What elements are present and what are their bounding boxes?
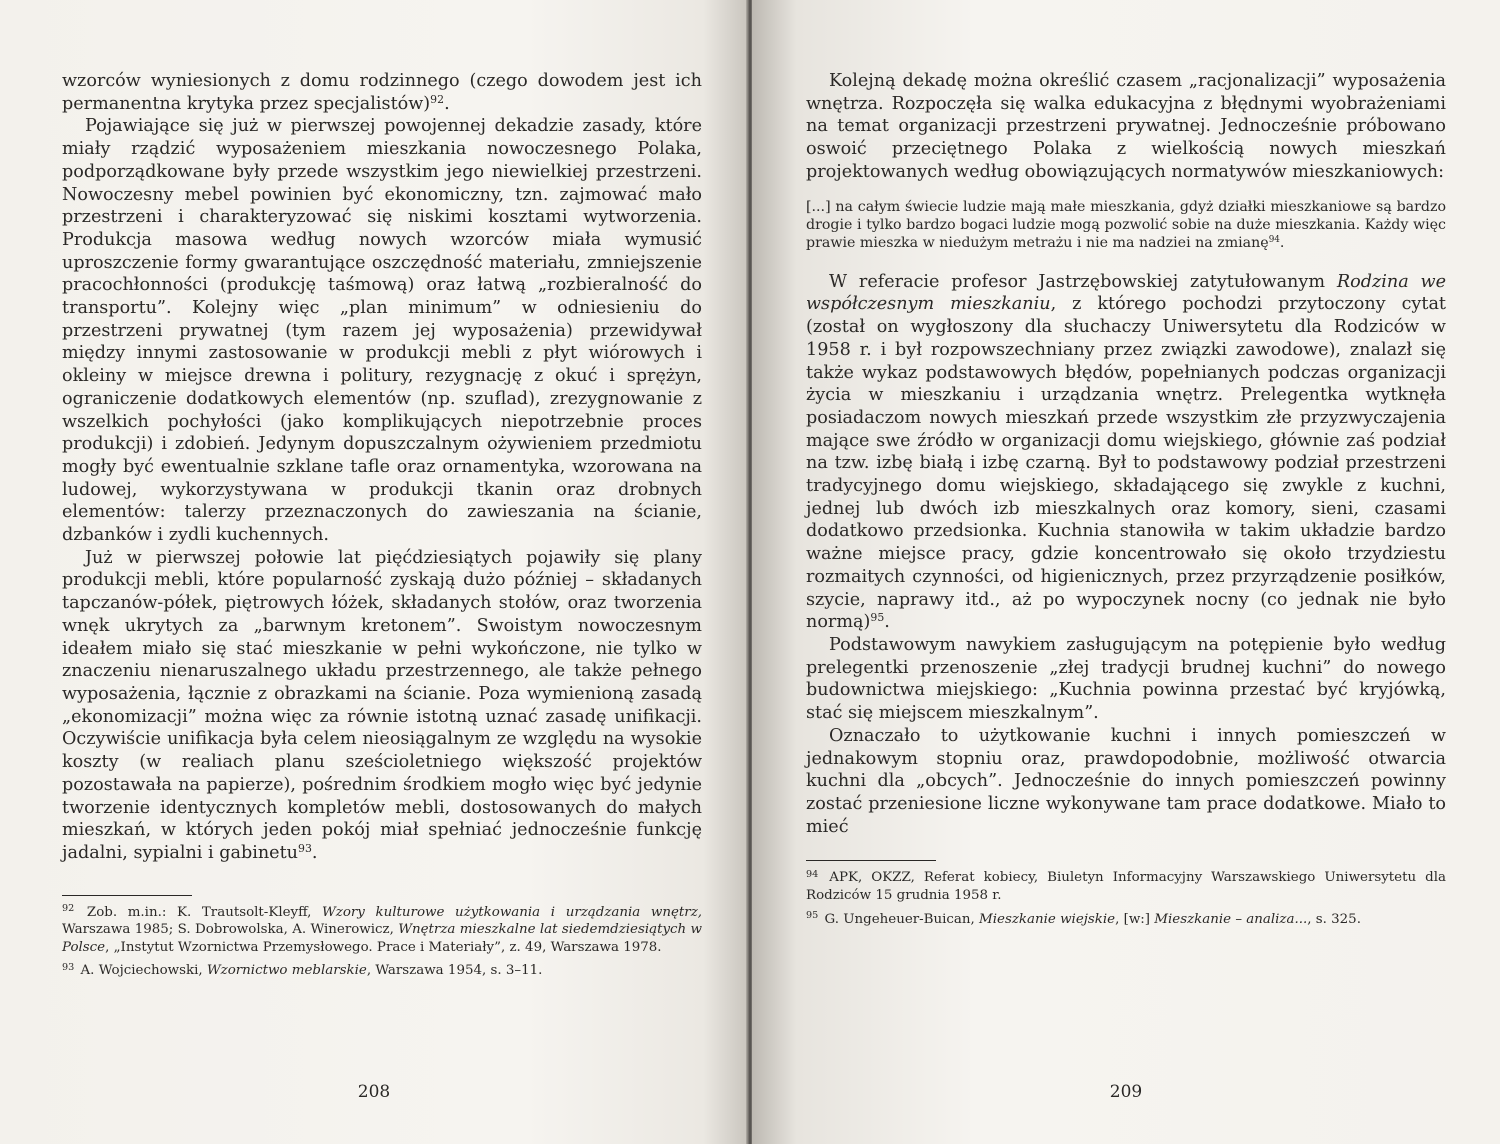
paragraph: Podstawowym nawykiem zasługującym na potępienie było według prelegentki przenoszenie „złej tradycji brudnej kuchni” do nowego budownictwa miejskiego: „Kuchnia powinna przestać być kryjówką, stać się miejscem mieszkalnym”.	[806, 634, 1446, 724]
footnote-ref[interactable]: 95	[870, 611, 885, 625]
footnote-ref[interactable]: 94	[1268, 235, 1280, 246]
footnote-divider	[806, 860, 936, 861]
page-number: 208	[357, 1082, 391, 1102]
paragraph: Oznaczało to użytkowanie kuchni i innych pomieszczeń w jednakowym stopniu oraz, prawdopodobnie, możliwość otwarcia kuchni dla „obcych”. Jednocześnie do innych pomieszczeń powinny zostać przeniesione liczne wykonywane tam prace dodatkowe. Miało to mieć	[806, 725, 1446, 837]
footnote-ref[interactable]: 92	[430, 92, 445, 106]
footnote-ref[interactable]: 93	[298, 841, 312, 855]
block-quote: [...] na całym świecie ludzie mają małe mieszkania, gdyż działki mieszkaniowe są bardzo drogie i tylko bardzo bogaci ludzie mogą pozwolić sobie na duże mieszkania. Każdy więc prawie mieszka w niedużym metrażu i nie ma nadziei na zmianę$^{94}$.	[806, 198, 1446, 252]
footnote: $^{95}$ G. Ungeheuer-Buican, Mieszkanie wiejskie, [w:] Mieszkanie – analiza..., s. 325.	[806, 910, 1361, 927]
left-page	[0, 0, 748, 1144]
footnote: $^{93}$ A. Wojciechowski, Wzornictwo meblarskie, Warszawa 1954, s. 3–11.	[62, 962, 543, 979]
left-text-column	[62, 70, 702, 986]
paragraph: W referacie profesor Jastrzębowskiej zatytułowanym Rodzina we współczesnym mieszkaniu, z którego pochodzi przytoczony cytat (został on wygłoszony dla słuchaczy Uniwersytetu dla Rodziców w 1958 r. i był rozpowszechniany przez związki zawodowe), znalazł się także wykaz podstawowych błędów, popełnianych podczas organizacji życia w mieszkaniu i urządzania wnętrz. Prelegentka wytknęła posiadaczom nowych mieszkań przede wszystkim złe przyzwyczajenia mające swe źródło w organizacji domu wiejskiego, głównie zaś podział na tzw. izbę białą i izbę czarną. Był to podstawowy podział przestrzeni tradycyjnego domu wiejskiego, składającego się zwykle z kuchni, jednej lub dwóch izb mieszkalnych oraz komory, sieni, czasami dodatkowo przedsionka. Kuchnia stanowiła w takim układzie bardzo ważne miejsce pracy, gdzie koncentrowało się około trzydziestu rozmaitych czynności, od higienicznych, przez przyrządzenie posiłków, szycie, naprawy itd., aż po wypoczynek nocny (co jednak nie było normą)$^{95}$.	[806, 271, 1446, 633]
right-page	[752, 0, 1500, 1144]
paragraph: Pojawiające się już w pierwszej powojennej dekadzie zasady, które miały rządzić wyposażeniem mieszkania nowoczesnego Polaka, podporządkowane były przede wszystkim jego niewielkiej przestrzeni. Nowoczesny mebel powinien być ekonomiczny, tzn. zajmować mało przestrzeni i charakteryzować się niskimi kosztami wytworzenia. Produkcja masowa według nowych wzorców miała wymusić uproszczenie formy gwarantujące oszczędność materiału, zmniejszenie pracochłonności (produkcję taśmową) oraz łatwą „rozbieralność do transportu”. Kolejny więc „plan minimum” w odniesieniu do przestrzeni prywatnej (tym razem jej wyposażenia) przewidywał między innymi zastosowanie w produkcji mebli z płyt wiórowych i okleiny w miejsce drewna i politury, rezygnację z okuć i sprężyn, ograniczenie dodatkowych elementów (np. szuflad), zrezygnowanie z wszelkich pochyłości (jako komplikujących niepotrzebnie proces produkcji) i zdobień. Jedynym dopuszczalnym ożywieniem przedmiotu mogły być ewentualnie szklane tafle oraz ornamentyka, wzorowana na ludowej, wykorzystywana w produkcji tkanin oraz drobnych elementów: talerzy przeznaczonych do zawieszania na ścianie, dzbanków i zydli kuchennych.	[62, 116, 702, 546]
footnote: $^{92}$ Zob. m.in.: K. Trautsolt-Kleyff, Wzory kulturowe użytkowania i urządzania wnętrz, Warszawa 1985; S. Dobrowolska, A. Winerowicz, Wnętrza mieszkalne lat siedemdziesiątych w Polsce, „Instytut Wzornictwa Przemysłowego. Prace i Materiały”, z. 49, Warszawa 1978.	[62, 903, 703, 955]
right-text-column	[806, 70, 1446, 934]
footnote: $^{94}$ APK, OKZZ, Referat kobiecy, Biuletyn Informacyjny Warszawskiego Uniwersytetu dla Rodziców 15 grudnia 1958 r.	[806, 868, 1446, 903]
paragraph: wzorców wyniesionych z domu rodzinnego (czego dowodem jest ich permanentna krytyka przez specjalistów)$^{92}$.	[62, 71, 702, 114]
page-number: 209	[1109, 1082, 1143, 1102]
paragraph: Kolejną dekadę można określić czasem „racjonalizacji” wyposażenia wnętrza. Rozpoczęła się walka edukacyjna z błędnymi wyobrażeniami na temat organizacji przestrzeni prywatnej. Jednocześnie próbowano oswoić przeciętnego Polaka z wielkością nowych mieszkań projektowanych według obowiązujących normatywów mieszkaniowych:	[806, 71, 1446, 182]
paragraph: Już w pierwszej połowie lat pięćdziesiątych pojawiły się plany produkcji mebli, które popularność zyskają dużo później – składanych tapczanów-półek, piętrowych łóżek, składanych stołów, oraz tworzenia wnęk ukrytych za „barwnym kretonem”. Swoistym nowoczesnym ideałem miało się stać mieszkanie w pełni wykończone, nie tylko w znaczeniu nienaruszalnego układu przestrzennego, ale także pełnego wyposażenia, łącznie z obrazkami na ścianie. Poza wymienioną zasadą „ekonomizacji” można więc za równie istotną uznać zasadę unifikacji. Oczywiście unifikacja była celem nieosiągalnym ze względu na wysokie koszty (w realiach planu sześcioletniego większość projektów pozostawała na papierze), pośrednim środkiem mogło więc być jedynie tworzenie identycznych kompletów mebli, dostosowanych do małych mieszkań, w których jeden pokój miał spełniać jednocześnie funkcję jadalni, sypialni i gabinetu$^{93}$.	[62, 547, 702, 863]
footnote-divider	[62, 895, 192, 896]
